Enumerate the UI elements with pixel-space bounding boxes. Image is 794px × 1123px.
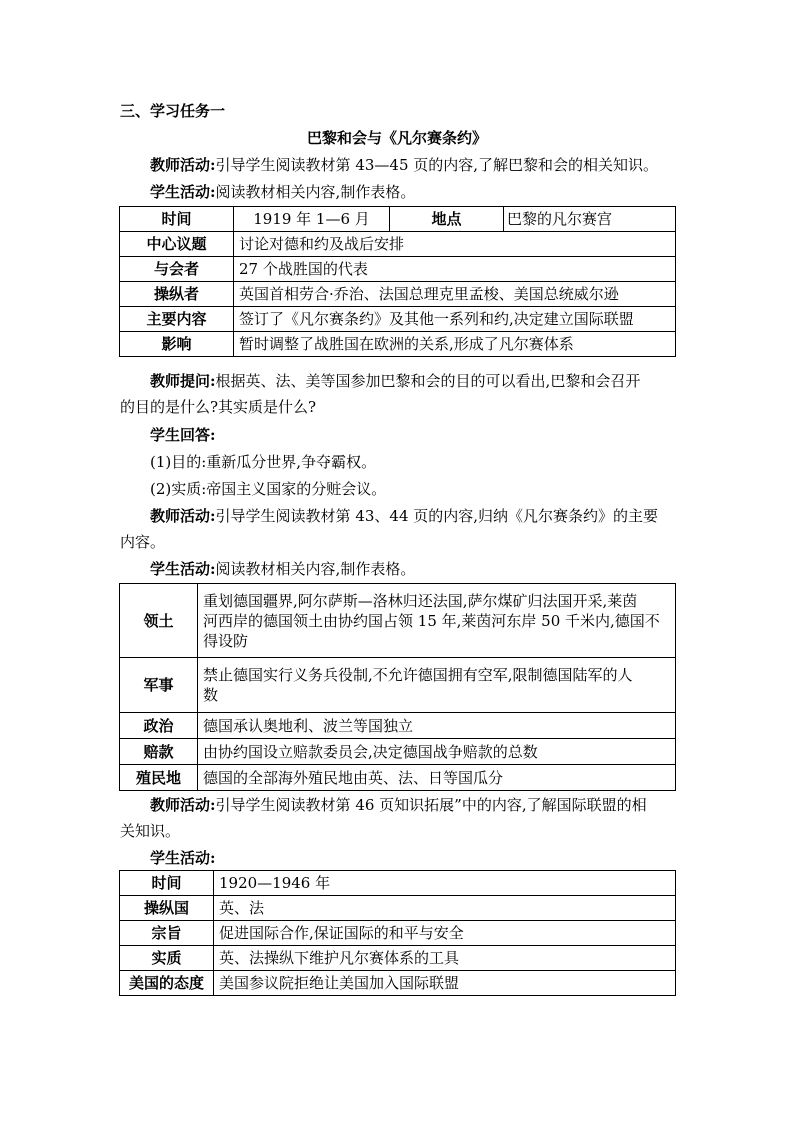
table-key: 影响 <box>120 332 234 357</box>
table-row <box>120 921 676 946</box>
student-answer-label: 学生回答: <box>150 426 216 444</box>
text: 引导学生阅读教材第 43、44 页的内容,归纳《凡尔赛条约》的主要 <box>215 507 659 525</box>
table-key: 军事 <box>120 658 198 713</box>
section-heading: 三、学习任务一 <box>120 102 226 120</box>
table-key: 殖民地 <box>120 765 198 791</box>
answer-essence: (2)实质:帝国主义国家的分赃会议。 <box>150 480 387 498</box>
table-value <box>198 584 676 658</box>
table-value: 英国首相劳合·乔治、法国总理克里孟梭、美国总统威尔逊 <box>234 282 676 307</box>
table-row <box>120 971 676 996</box>
table-key: 领土 <box>120 584 198 658</box>
text: 引导学生阅读教材第 46 页知识拓展”中的内容,了解国际联盟的相 <box>215 796 647 814</box>
table-row <box>120 658 676 713</box>
label: 教师活动: <box>150 796 216 814</box>
table-value: 英、法 <box>214 896 676 921</box>
line: 禁止德国实行义务兵役制,不允许德国拥有空军,限制德国陆军的人 <box>203 666 633 684</box>
line: 数 <box>203 686 219 704</box>
label: 教师提问: <box>150 372 216 390</box>
table-row <box>120 257 676 282</box>
teacher-activity-2 <box>150 506 658 526</box>
table-row <box>120 207 676 232</box>
table-value: 签订了《凡尔赛条约》及其他一系列和约,决定建立国际联盟 <box>234 307 676 332</box>
line: 重划德国疆界,阿尔萨斯—洛林归还法国,萨尔煤矿归法国开采,莱茵 <box>203 591 638 610</box>
text: 阅读教材相关内容,制作表格。 <box>215 560 416 578</box>
table-value: 巴黎的凡尔赛宫 <box>504 207 676 232</box>
line: 由协约国设立赔款委员会,决定德国战争赔款的总数 <box>203 742 538 761</box>
table-key: 操纵者 <box>120 282 234 307</box>
table-row <box>120 739 676 765</box>
table-key: 地点 <box>390 207 504 232</box>
table-row <box>120 765 676 791</box>
line: 河西岸的德国领土由协约国占领 15 年,莱茵河东岸 50 千米内,德国不 <box>203 611 660 630</box>
table-row <box>120 871 676 896</box>
label: 学生活动: <box>150 560 216 578</box>
table-value: 暂时调整了战胜国在欧洲的关系,形成了凡尔赛体系 <box>234 332 676 357</box>
table-value: 英、法操纵下维护凡尔赛体系的工具 <box>214 946 676 971</box>
text: 引导学生阅读教材第 43—45 页的内容,了解巴黎和会的相关知识。 <box>215 156 659 174</box>
teacher-activity-1 <box>150 155 658 175</box>
student-activity-1 <box>150 182 415 202</box>
text: 根据英、法、美等国参加巴黎和会的目的可以看出,巴黎和会召开 <box>215 372 641 390</box>
teacher-activity-3-cont: 关知识。 <box>120 822 181 840</box>
table-row <box>120 946 676 971</box>
versailles-treaty-table <box>119 583 676 791</box>
table-key: 政治 <box>120 713 198 739</box>
label: 教师活动: <box>150 507 216 525</box>
league-of-nations-table <box>119 870 676 996</box>
teacher-activity-3 <box>150 795 647 815</box>
table-value <box>198 658 676 713</box>
table-key: 时间 <box>120 871 214 896</box>
table-row <box>120 307 676 332</box>
table-value <box>198 765 676 791</box>
table-value: 美国参议院拒绝让美国加入国际联盟 <box>214 971 676 996</box>
student-activity-2 <box>150 559 415 579</box>
paris-conference-table <box>119 206 676 357</box>
table-key: 操纵国 <box>120 896 214 921</box>
teacher-activity-2-cont: 内容。 <box>120 533 166 551</box>
answer-purpose: (1)目的:重新瓜分世界,争夺霸权。 <box>150 453 377 471</box>
table-row <box>120 896 676 921</box>
label: 学生活动: <box>150 183 216 201</box>
table-value: 1919 年 1—6 月 <box>234 207 390 232</box>
table-row <box>120 232 676 257</box>
table-value <box>198 739 676 765</box>
table-key: 中心议题 <box>120 232 234 257</box>
table-key: 宗旨 <box>120 921 214 946</box>
text: 阅读教材相关内容,制作表格。 <box>215 183 416 201</box>
line: 德国的全部海外殖民地由英、法、日等国瓜分 <box>203 768 504 787</box>
table-key: 实质 <box>120 946 214 971</box>
table-value: 1920—1946 年 <box>214 871 676 896</box>
table-value <box>198 713 676 739</box>
table-value: 促进国际合作,保证国际的和平与安全 <box>214 921 676 946</box>
table-key: 主要内容 <box>120 307 234 332</box>
line: 得设防 <box>203 631 249 650</box>
table-value: 讨论对德和约及战后安排 <box>234 232 676 257</box>
table-row <box>120 584 676 658</box>
teacher-question-cont: 的目的是什么?其实质是什么? <box>120 398 317 416</box>
label: 教师活动: <box>150 156 216 174</box>
table-key: 与会者 <box>120 257 234 282</box>
table-row <box>120 332 676 357</box>
line: 德国承认奥地利、波兰等国独立 <box>203 716 414 735</box>
table-key: 时间 <box>120 207 234 232</box>
teacher-question <box>150 371 640 391</box>
table-key: 美国的态度 <box>120 971 214 996</box>
table-value: 27 个战胜国的代表 <box>234 257 676 282</box>
table-row <box>120 713 676 739</box>
student-activity-3-label: 学生活动: <box>150 849 216 867</box>
table-key: 赔款 <box>120 739 198 765</box>
table-row <box>120 282 676 307</box>
subtitle: 巴黎和会与《凡尔赛条约》 <box>306 129 487 147</box>
